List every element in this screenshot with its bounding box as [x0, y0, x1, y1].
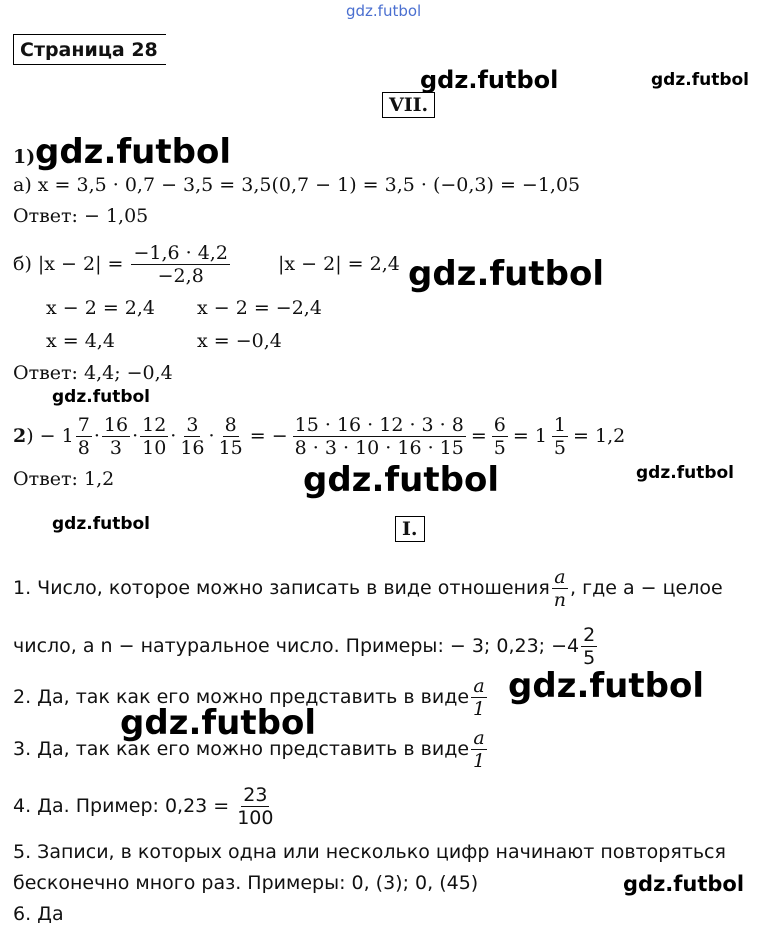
problem-1b-prefix: б) |x − 2| = [13, 253, 124, 275]
fraction [217, 414, 245, 459]
answer-1-text-c: число, а n − натуральное число. Примеры: − 3; 0,23; −4 [13, 635, 580, 657]
fraction-denominator: 16 [180, 436, 205, 459]
fraction-numerator: 7 [77, 413, 90, 436]
fraction-numerator: 16 [103, 413, 129, 436]
answer-4-text: 4. Да. Пример: 0,23 = [13, 795, 230, 817]
watermark: gdz.futbol [420, 66, 559, 94]
answer-5-line-1: 5. Записи, в которых одна или несколько цифр начинают повторяться [13, 841, 726, 863]
fraction-denominator: n [553, 588, 567, 611]
fraction-denominator: 5 [553, 436, 567, 459]
answer-2-text: 2. Да, так как его можно представить в виде [13, 686, 470, 708]
fraction-denominator: 5 [493, 436, 506, 459]
problem-1-label: 1) [13, 146, 36, 168]
fraction-numerator: 8 [224, 413, 237, 436]
answer-3-text: 3. Да, так как его можно представить в виде [13, 738, 470, 760]
fraction-denominator: 8 · 3 · 10 · 16 · 15 [294, 436, 464, 459]
fraction-numerator: 12 [142, 413, 167, 436]
fraction-numerator: a [554, 565, 566, 588]
answer-1-text-a: 1. Число, которое можно записать в виде отношения [13, 577, 550, 599]
problem-1b-eq1: x − 2 = 2,4 [46, 297, 156, 319]
page-title: Страница 28 [13, 34, 166, 65]
problem-1b-eq2: x − 2 = −2,4 [197, 297, 322, 319]
answer-3-line [13, 722, 489, 776]
fraction-denominator: 15 [218, 436, 243, 459]
answer-5-line-2: бесконечно много раз. Примеры: 0, (3); 0, (45) [13, 872, 479, 894]
fraction [102, 414, 130, 459]
fraction-numerator: a [473, 726, 485, 749]
fraction-denominator: 100 [237, 806, 274, 829]
answer-1-text-b: , где a − целое [570, 577, 723, 599]
watermark: gdz.futbol [35, 132, 231, 172]
section-i-label: I. [395, 516, 425, 542]
fraction [552, 566, 568, 611]
fraction [471, 675, 487, 720]
fraction-numerator: 6 [493, 413, 506, 436]
fraction-numerator: a [473, 674, 485, 697]
watermark: gdz.futbol [651, 70, 749, 90]
fraction-numerator: 3 [186, 413, 199, 436]
fraction-numerator: 1 [553, 413, 567, 436]
problem-1b-fraction [131, 242, 229, 287]
fraction-denominator: 10 [142, 436, 167, 459]
fraction [76, 414, 92, 459]
fraction [552, 414, 568, 459]
watermark: gdz.futbol [52, 387, 150, 407]
fraction-denominator: −2,8 [157, 264, 204, 287]
section-vii-label: VII. [382, 92, 435, 118]
fraction [235, 784, 275, 829]
watermark-top: gdz.futbol [346, 2, 422, 20]
problem-2-end: = 1,2 [573, 425, 626, 447]
problem-1b-answer: Ответ: 4,4; −0,4 [13, 362, 173, 384]
fraction [492, 414, 508, 459]
answer-1-line-1 [13, 560, 723, 616]
watermark: gdz.futbol [636, 463, 734, 483]
answer-1-line-2 [13, 619, 599, 673]
problem-2-answer: Ответ: 1,2 [13, 468, 115, 490]
fraction [178, 414, 206, 459]
answer-4-line [13, 778, 277, 834]
watermark: gdz.futbol [303, 460, 499, 500]
problem-2-label: 2 [13, 425, 27, 447]
problem-1b-result: |x − 2| = 2,4 [278, 253, 400, 275]
problem-2-line: 2 ) − 1 $\frac{7}{8}$ · $\frac{16}{3}$ · $\frac{12}{10}$ · $\frac{3}{16}$ · $\frac{8}{15}$ = − $\frac{15 \cdot 16 \cdot 12 \cdot 3 \cdot 8}{8 \cdot 3 \cdot 10 \cdot 16 \cdot 15}$ = $\frac{6}{5}$ = 1 $\frac{1}{5}$ = 1,2 [13, 413, 626, 459]
watermark: gdz.futbol [623, 872, 745, 896]
fraction [471, 727, 487, 772]
problem-1b-sol1: x = 4,4 [46, 330, 115, 352]
watermark: gdz.futbol [408, 254, 604, 294]
problem-1b-line [13, 239, 232, 289]
fraction-numerator: 2 [583, 623, 596, 646]
problem-2-prefix: ) − 1 [26, 425, 74, 447]
fraction-big [293, 414, 466, 459]
problem-1a-answer: Ответ: − 1,05 [13, 205, 149, 227]
fraction-numerator: −1,6 · 4,2 [133, 241, 228, 264]
problem-1b-sol2: x = −0,4 [197, 330, 282, 352]
fraction [140, 414, 168, 459]
watermark: gdz.futbol [508, 666, 704, 706]
watermark: gdz.futbol [52, 514, 150, 534]
watermark: gdz.futbol [120, 703, 316, 743]
answer-6-line: 6. Да [13, 903, 64, 925]
fraction-denominator: 1 [473, 749, 486, 772]
fraction-denominator: 1 [473, 697, 486, 720]
fraction-denominator: 3 [109, 436, 123, 459]
fraction-numerator: 23 [243, 783, 268, 806]
fraction-numerator: 15 · 16 · 12 · 3 · 8 [294, 413, 464, 436]
problem-1a-line: а) x = 3,5 · 0,7 − 3,5 = 3,5(0,7 − 1) = 3,5 · (−0,3) = −1,05 [13, 174, 581, 196]
fraction-denominator: 8 [77, 436, 90, 459]
fraction-denominator: 5 [583, 646, 596, 669]
fraction [581, 624, 597, 669]
